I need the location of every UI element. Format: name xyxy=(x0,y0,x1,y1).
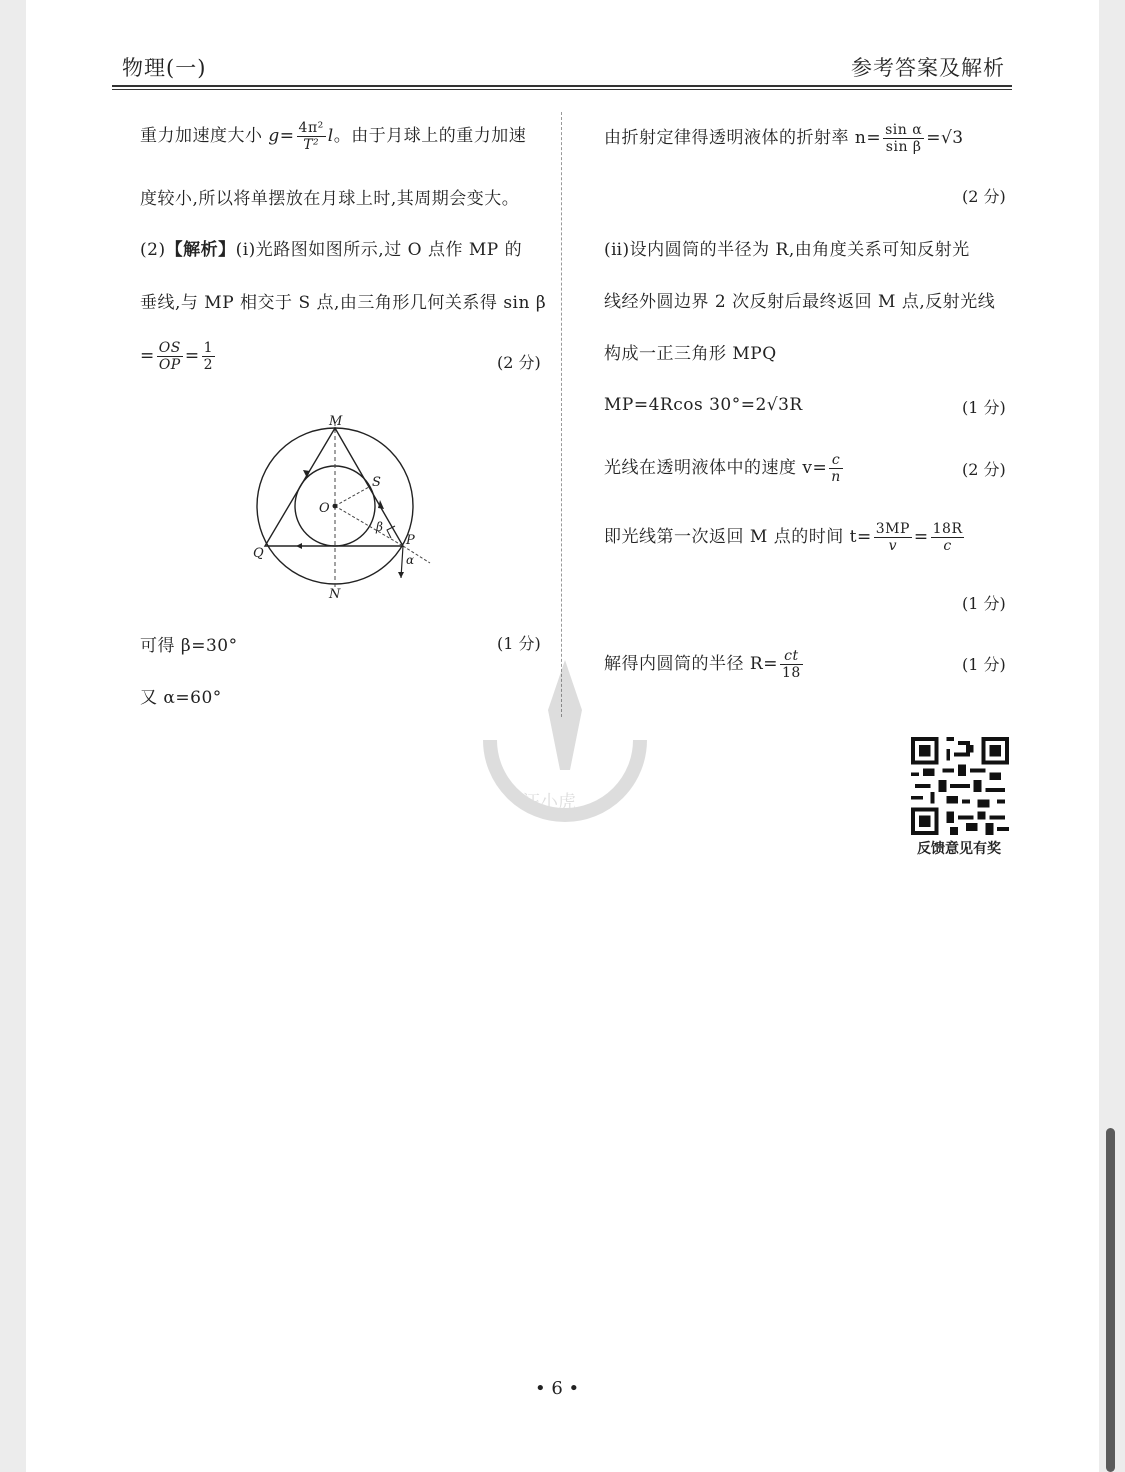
score: (1 分) xyxy=(962,398,1006,417)
fraction xyxy=(874,521,912,554)
label-beta: β xyxy=(376,520,383,534)
arrow-head xyxy=(296,543,302,549)
text: (ⅰ)光路图如图所示,过 O 点作 MP 的 xyxy=(235,240,523,260)
analysis-tag: 【解析】 xyxy=(165,240,236,260)
arrow-head xyxy=(378,500,384,509)
label-q: Q xyxy=(253,546,264,561)
text: = xyxy=(140,346,155,366)
denominator: c xyxy=(943,538,952,554)
label-o: O xyxy=(319,501,330,516)
denominator: 18 xyxy=(781,665,801,681)
denominator: OP xyxy=(158,357,181,373)
watermark-text: 汪小虎 xyxy=(522,792,576,813)
text: 即光线第一次返回 M 点的时间 t= xyxy=(604,527,872,547)
denominator: 2 xyxy=(203,357,213,373)
text: 光线在透明液体中的速度 v= xyxy=(604,458,828,478)
fraction xyxy=(202,340,215,373)
fraction xyxy=(883,122,924,155)
score: (1 分) xyxy=(962,655,1006,674)
numerator: c xyxy=(829,452,843,469)
score: (2 分) xyxy=(962,187,1006,206)
numerator: 3MP xyxy=(875,521,910,537)
right-line-1 xyxy=(604,122,964,155)
fraction xyxy=(297,120,326,153)
denominator: v xyxy=(888,538,897,554)
label-alpha: α xyxy=(406,553,415,567)
right-line-7 xyxy=(604,521,966,554)
numerator: 1 xyxy=(203,340,213,356)
qr-label: 反馈意见有奖 xyxy=(917,841,1001,857)
page-number: • 6 • xyxy=(535,1378,580,1399)
denominator: sin β xyxy=(885,139,922,155)
os-line xyxy=(335,487,369,506)
right-line-4: 构成一正三角形 MPQ xyxy=(604,344,777,364)
fraction xyxy=(157,340,183,373)
left-line-3 xyxy=(140,235,522,260)
left-line-6: 可得 β=30° xyxy=(140,636,238,656)
score: (1 分) xyxy=(497,634,541,653)
score: (2 分) xyxy=(497,353,541,372)
left-line-4: 垂线,与 MP 相交于 S 点,由三角形几何关系得 sin β xyxy=(140,293,547,313)
numerator: 18R xyxy=(932,521,963,537)
text: =√3 xyxy=(926,128,964,148)
text: 由折射定律得透明液体的折射率 n= xyxy=(604,128,882,148)
optical-path-diagram xyxy=(245,408,445,608)
scrollbar-thumb[interactable] xyxy=(1106,1128,1115,1472)
header-subject: 物理(一) xyxy=(122,56,207,80)
right-line-3: 线经外圆边界 2 次反射后最终返回 M 点,反射光线 xyxy=(604,292,996,312)
text: = xyxy=(913,527,929,547)
right-line-6 xyxy=(604,452,845,485)
center-dot xyxy=(333,504,338,509)
text: 。由于月球上的重力加速 xyxy=(333,126,527,146)
text: = xyxy=(279,126,295,146)
numerator: sin α xyxy=(885,122,923,138)
arrow-head xyxy=(398,572,404,578)
text: 解得内圆筒的半径 R= xyxy=(604,654,778,674)
text: (2) xyxy=(140,240,166,260)
denominator: n xyxy=(831,469,841,485)
fraction xyxy=(829,452,843,485)
qr-code-icon[interactable] xyxy=(910,737,1010,835)
header-title: 参考答案及解析 xyxy=(851,56,1005,80)
text: = xyxy=(184,346,200,366)
score: (1 分) xyxy=(962,594,1006,613)
fraction xyxy=(931,521,965,554)
left-line-5 xyxy=(140,340,217,373)
right-line-2: (ⅱ)设内圆筒的半径为 R,由角度关系可知反射光 xyxy=(604,240,970,260)
fraction xyxy=(780,648,803,681)
text: 重力加速度大小 xyxy=(140,126,269,146)
left-line-1 xyxy=(140,120,526,153)
math-var: l xyxy=(327,126,334,146)
label-p: P xyxy=(406,533,415,548)
numerator: 4π² xyxy=(298,120,324,136)
arrow-head xyxy=(303,470,310,478)
label-n: N xyxy=(329,587,341,602)
right-angle-mark xyxy=(387,526,395,538)
score: (2 分) xyxy=(962,460,1006,479)
header-rule-thin xyxy=(112,89,1012,90)
numerator: OS xyxy=(158,340,181,356)
numerator: ct xyxy=(780,648,803,665)
denominator: T² xyxy=(303,137,320,153)
watermark-logo xyxy=(470,650,660,830)
left-line-7: 又 α=60° xyxy=(140,688,222,708)
left-line-2: 度较小,所以将单摆放在月球上时,其周期会变大。 xyxy=(140,189,520,209)
math-var: g xyxy=(268,126,280,146)
right-line-5: MP=4Rcos 30°=2√3R xyxy=(604,395,803,415)
label-s: S xyxy=(372,475,381,490)
header-rule xyxy=(112,85,1012,87)
label-m: M xyxy=(329,414,343,429)
column-divider xyxy=(561,112,562,717)
